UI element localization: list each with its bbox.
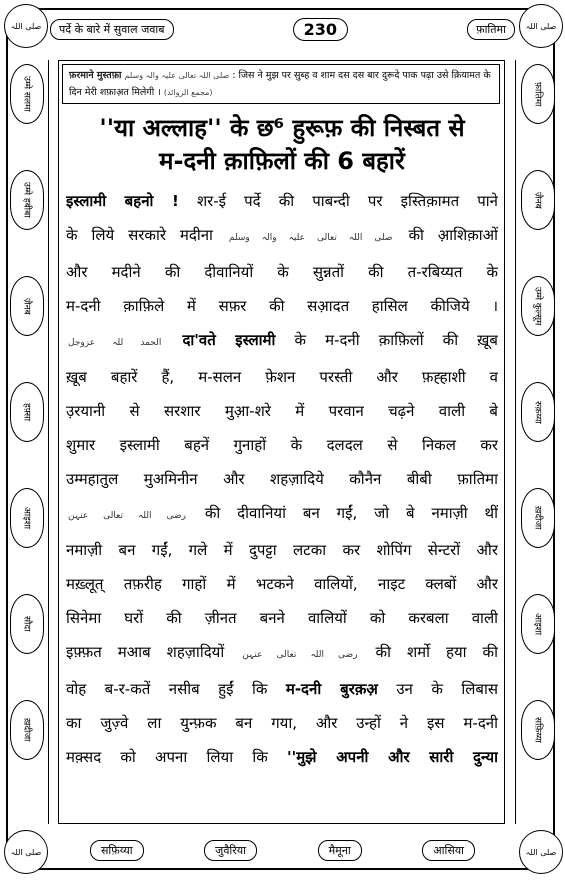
medal-label: रुक़य्या: [532, 400, 543, 424]
body-line: नमाज़ी बन गईं, गले में दुपट्टा लटका कर शोपिंग सेन्टरों और: [66, 541, 498, 559]
body-line: [66, 672, 498, 706]
body-line: सिनेमा घरों की ज़ीनत बनने वालियों को करबला वाली: [66, 609, 498, 627]
page-number: 230: [293, 18, 348, 41]
text-span: की शर्मो हया की: [375, 643, 498, 661]
text-span: शर-ई पर्दे की पाबन्दी पर इस्तिक़ामत पाने: [196, 192, 498, 210]
body-line: [66, 635, 498, 672]
body-line: म-दनी क़ाफ़िले में सफ़र की सआ़दत हासिल कीजिये ।: [66, 297, 498, 315]
medal-label: हफ़्सा: [21, 402, 32, 422]
arabic-salutation: رضی اللہ تعالی عنہن: [242, 650, 358, 660]
left-medal: [10, 700, 44, 760]
seal-text: صلی اللہ: [525, 21, 557, 31]
medal-label: उम्मे हबीबा: [21, 182, 32, 218]
medal-label: आइशा: [532, 612, 543, 636]
seal-text: صلی اللہ: [10, 21, 42, 31]
left-medal: [10, 488, 44, 548]
text-span: के म-दनी क़ाफ़िलों की ख़ूब: [294, 331, 498, 349]
right-rule: [515, 60, 516, 824]
bold-phrase: म-दनी बुरक़अ़: [285, 680, 378, 698]
body-line: [66, 496, 498, 533]
footer-label: मैमूना: [318, 840, 362, 861]
body-line: का जुज़्वे ला युन्फ़क बन गया, और उन्हों ने इस म-दनी: [66, 714, 498, 732]
page-footer: [50, 834, 515, 866]
text-span: उन के लिबास: [396, 680, 498, 698]
header-left-label: पर्दे के बारे में सुवाल जवाब: [50, 19, 174, 40]
medal-label: सफ़िय्या: [532, 717, 543, 743]
left-rule: [48, 60, 49, 824]
right-medal: [521, 64, 555, 124]
medal-label: उम्मे कुल्सूम: [532, 286, 543, 326]
page-header: [50, 10, 515, 48]
title-line-1: ''या अल्लाह'' के छ⁶ हुरूफ़ की निस्बत से: [99, 114, 465, 142]
notice-source: (مجمع الزوائد): [163, 88, 213, 97]
left-medal: [10, 594, 44, 654]
medal-label: ख़दीजा: [532, 506, 543, 530]
body-line: [66, 323, 498, 360]
text-span: के लिये सरकारे मदीना: [66, 226, 213, 244]
body-line: ख़ूब बहारें हैं, म-सलन फ़ेशन परस्ती और फ़ह्हाशी व: [66, 368, 498, 386]
left-medal: [10, 170, 44, 230]
footer-label: सफ़िय्या: [90, 840, 144, 861]
body-line: [66, 218, 498, 255]
medal-label: आइशा: [21, 506, 32, 530]
bold-phrase: इस्लामी बहनो !: [66, 192, 179, 210]
medal-label: ज़ैनब: [532, 191, 543, 209]
corner-seal-top-left: [4, 4, 48, 48]
right-medal: [521, 594, 555, 654]
text-span: वोह ब-र-कतें नसीब हुईं कि: [66, 680, 268, 698]
text-span: मक़्सद को अपना लिया कि: [66, 748, 268, 766]
page-title: [60, 112, 504, 178]
medal-label: ख़दीजा: [21, 718, 32, 742]
text-span: इफ़्फ़त मआब शहज़ादियों: [66, 643, 225, 661]
title-line-2: म-दनी क़ाफ़िलों की 6 बहारें: [159, 147, 405, 175]
right-medal: [521, 488, 555, 548]
text-span: की दीवानियां बन गईं, जो बे नमाज़ी थीं: [204, 504, 498, 522]
medal-label: फ़ातिमा: [532, 81, 543, 107]
body-line: उ़रयानी से सरशार मुआ़-शरे में परवान चढ़ने वाली बे: [66, 402, 498, 420]
body-text: [66, 184, 498, 774]
left-medal: [10, 64, 44, 124]
text-span: की आ़शिक़ाओं: [408, 226, 498, 244]
bold-phrase: दा'वते इस्लामी: [182, 331, 276, 349]
right-medal: [521, 170, 555, 230]
arabic-salutation: صلی اللہ تعالی علیہ والہ وسلم: [228, 233, 393, 243]
medal-label: सौदा: [21, 616, 32, 632]
arabic-salutation: الحمد للہ عزوجل: [68, 338, 162, 348]
corner-seal-top-right: [519, 4, 563, 48]
arabic-salutation: رضی اللہ تعالی عنہن: [68, 511, 186, 521]
bold-phrase: ''मुझे अपनी और सारी दुन्या: [287, 748, 498, 766]
notice-label: फ़रमाने मुस्तफ़ा: [69, 70, 122, 81]
left-medal: [10, 276, 44, 336]
right-medal: [521, 700, 555, 760]
body-line: मख़्लूत् तफ़रीह गाहों में भटकने वालियों, नाइट क्लबों और: [66, 575, 498, 593]
notice-text: : जिस ने मुझ पर सुब्ह व शाम दस दस बार दुरूदे पाक पढ़ा उसे क़ियामत के दिन मेरी शफ़ाअ़त मिलेगी ।: [69, 70, 491, 98]
body-line: शुमार इस्लामी बहनें गुनाहों के दलदल से निकल कर: [66, 436, 498, 454]
body-line: [66, 740, 498, 774]
body-line: उम्महातुल मुअमिनीन और शहज़ादिये कौनैन बीबी फ़ातिमा: [66, 470, 498, 488]
seal-text: صلی اللہ: [525, 847, 557, 857]
medal-label: ज़ैनब: [21, 297, 32, 315]
header-right-label: फ़ातिमा: [467, 19, 515, 40]
left-medal: [10, 382, 44, 442]
right-medal: [521, 276, 555, 336]
footer-label: आसिया: [422, 840, 475, 861]
notice-arabic: صلی اللہ تعالی علیہ والہ وسلم: [124, 71, 230, 80]
footer-label: जुवैरिया: [204, 840, 257, 861]
body-line: [66, 184, 498, 218]
hadith-notice: [62, 64, 500, 104]
right-medal: [521, 382, 555, 442]
medal-label: उम्मे सलमा: [21, 76, 32, 112]
body-line: और मदीने की दीवानियों के सुन्नतों की त-रबिय्यत के: [66, 263, 498, 281]
corner-seal-bottom-left: [4, 830, 48, 874]
seal-text: صلی اللہ: [10, 847, 42, 857]
corner-seal-bottom-right: [519, 830, 563, 874]
